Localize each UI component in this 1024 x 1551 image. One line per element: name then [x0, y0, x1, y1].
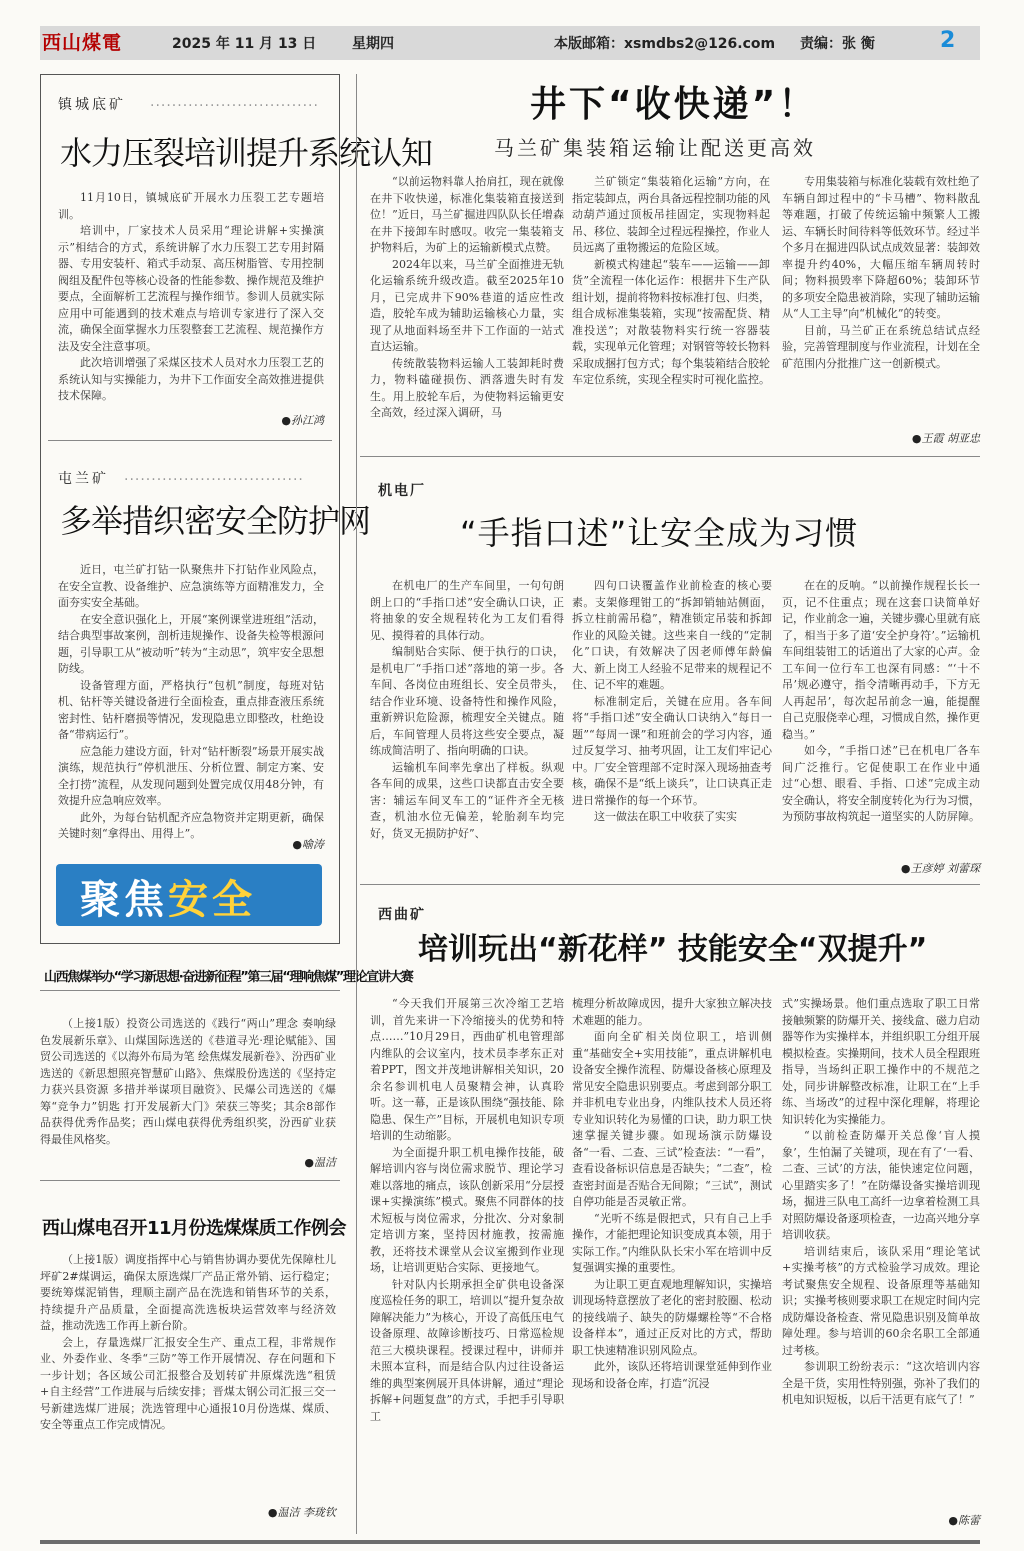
a1-title: 水力压裂培训提升系统认知: [60, 134, 433, 172]
page-footer-rule: [40, 1540, 980, 1544]
a6-para: 编制贴合实际、便于执行的口诀，是机电厂“手指口述”落地的第一步。各车间、各岗位由班组长、安全员带头，结合作业环境、设备特性和操作风险，重新辨识危险源，梳理安全关键点。随后，车间管理人员将这些安全要点，凝练成简洁明了、指向明确的口诀。: [370, 645, 564, 757]
a6-col-2: [572, 578, 772, 826]
a3-divider-bottom: [40, 1180, 340, 1181]
a7-kicker: 西曲矿: [378, 907, 426, 923]
a7-para: “今天我们开展第三次冷缩工艺培训，首先来讲一下冷缩接头的优势和特点……”10月29日，西曲矿机电管理部内维队的会议室内，技术员李孝东正对着PPT，图文并茂地讲解相关知识，20余名参训机电人员聚精会神，认真聆听。这一幕，正是该队围绕“强技能、除隐患、保生产”目标，开展机电知识专项培训的生动缩影。: [370, 997, 564, 1142]
a3-byline: ●温洁: [304, 1156, 336, 1169]
a7-para: 为全面提升职工机电操作技能，破解培训内容与岗位需求脱节、理论学习难以落地的痛点，该队创新采用“分层授课+实操演练”模式。聚焦不同群体的技术短板与岗位需求，分批次、分对象制定培训方案，坚持因材施教，按需施教，还将技术课堂从会议室搬到作业现场，让培训更贴合实际、更接地气。: [370, 1145, 564, 1274]
a4-para: （上接1版）调度指挥中心与销售协调办要优先保障杜儿坪矿2#煤调运，确保太原选煤厂产品正常外销、运行稳定；要统筹煤泥销售，理顺主副产品在洗选和销售环节的关系，持续提升产品质量，全面提高洗选板块运营效率与经济效益，推动洗选工作再上新台阶。: [40, 1253, 336, 1332]
a6-title: “手指口述”让安全成为习惯: [460, 514, 859, 552]
a3-title: 山西焦煤举办“学习新思想·奋进新征程”第三届“理响焦煤”理论宣讲大赛: [44, 970, 413, 985]
a6-para: 在机电厂的生产车间里，一句句朗朗上口的“手指口述”安全确认口诀，正将抽象的安全规程转化为工友们看得见、摸得着的具体行动。: [370, 579, 564, 642]
a1-para: 此次培训增强了采煤区技术人员对水力压裂工艺的系统认知与实操能力，为井下工作面安全高效推进提供技术保障。: [58, 356, 324, 402]
a5-subtitle: 马兰矿集装箱运输让配送更高效: [494, 136, 816, 160]
page-number: 2: [940, 28, 956, 53]
a5-col-1: [370, 174, 564, 422]
a5-para: 传统散装物料运输人工装卸耗时费力，物料磕碰损伤、洒落遗失时有发生。用上胶轮车后，为使物料运输更安全高效，经过深入调研，马: [370, 356, 564, 419]
a5-col-3: [782, 174, 980, 372]
a4-byline: ●温洁 李珑钦: [267, 1506, 336, 1519]
a5-col-2: [572, 174, 770, 389]
a5-para: 2024年以来，马兰矿全面推进无轨化运输系统升级改造。截至2025年10月，已完成井下90%巷道的适应性改造，胶轮车成为辅助运输核心力量，实现了从地面料场至井下工作面的一站式直达运输。: [370, 257, 564, 353]
a4-body: [40, 1252, 336, 1434]
a6-para: 如今，“手指口述”已在机电厂各车间广泛推行。它促使职工在作业中通过“心想、眼看、手指、口述”完成主动安全确认，将安全制度转化为行为习惯，为预防事故构筑起一道坚实的人防屏障。: [782, 744, 980, 823]
a5-para: 目前，马兰矿正在系统总结试点经验，完善管理制度与作业流程，计划在全矿范围内分批推广这一创新模式。: [782, 323, 980, 370]
a6-divider: [360, 884, 980, 885]
a5-para: 专用集装箱与标准化装载有效杜绝了车辆自卸过程中的“卡马槽”、物料散乱等难题，打破了传统运输中频繁人工搬运、车辆长时间待料等低效环节。经过半个多月在掘进四队试点成效显著：装卸效率提升约40%，大幅压缩车辆周转时间；物料损毁率下降超60%；装卸环节的多项安全隐患被消除，实现了辅助运输从“人工主导”向“机械化”的转变。: [782, 175, 980, 320]
a3-divider: [40, 990, 340, 991]
a6-col-3: [782, 578, 980, 826]
a2-kicker-rule: ·································: [124, 472, 304, 488]
page-editor: 责编：张 衡: [800, 36, 875, 52]
a7-para: 面向全矿相关岗位职工，培训侧重“基础安全+实用技能”，重点讲解机电设备安全操作流程、防爆设备核心原理及常见安全隐患识别要点。考虑到部分职工并非机电专业出身，内维队技术人员还将专业知识转化为易懂的口诀，助力职工快速掌握关键步骤。如现场演示防爆设备“一看、二查、三试”检查法：“一看”，查看设备标识信息是否缺失；“二查”，检查密封面是否贴合无间隙；“三试”，测试自停功能是否灵敏正常。: [572, 1030, 772, 1208]
a2-para: 设备管理方面，严格执行“包机”制度，每班对钻机、钻杆等关键设备进行全面检查，重点排查液压系统密封性、钻杆磨损等情况，发现隐患立即整改，杜绝设备“带病运行”。: [58, 678, 324, 741]
a5-para: “以前运物料靠人抬肩扛，现在就像在井下收快递，标准化集装箱直接送到位！”近日，马兰矿掘进四队队长任增森在井下接卸车时感叹。收完一集装箱支护物料后，为矿上的运输新模式点赞。: [370, 175, 564, 254]
a7-col-3: [782, 996, 980, 1409]
a1-para: 11月10日，镇城底矿开展水力压裂工艺专题培训。: [58, 191, 324, 221]
a1-byline: ●孙江鸿: [281, 414, 324, 427]
a2-byline: ●喻涛: [292, 838, 324, 851]
a5-divider: [360, 456, 980, 457]
a2-para: 在安全意识强化上，开展“案例课堂进班组”活动，结合典型事故案例，剖析违规操作、设备失检等根源问题，引导职工从“被动听”转为“主动思”，筑牢安全思想防线。: [58, 612, 324, 675]
a1-kicker: 镇城底矿: [58, 97, 126, 113]
a4-para: 会上，存量选煤厂汇报安全生产、重点工程，非常规作业、外委作业、冬季“三防”等工作开展情况、存在问题和下一步计划；各区域公司汇报整合及划转矿井原煤洗选“租赁+自主经营”工作进展与后续安排；晋煤太钢公司汇报三交一号新建选煤厂进展；洗选管理中心通报10月份选煤、煤质、安全等重点工作完成情况。: [40, 1335, 336, 1431]
a7-para: 式”实操场景。他们重点选取了职工日常接触频繁的防爆开关、接线盒、磁力启动器等作为实操样本，并组织职工分组开展模拟检查。实操期间，技术人员全程跟班指导，当场纠正职工操作中的不规范之处，同步讲解整改标准，让职工在“上手练、当场改”的过程中深化理解，将理论知识转化为实操能力。: [782, 997, 980, 1126]
a6-para: 这一做法在职工中收获了实实: [594, 810, 737, 823]
a5-para: 新模式构建起“装车——运输——卸货”全流程一体化运作：根据井下生产队组计划，提前将物料按标准打包、归类，组合成标准集装箱，实现“按需配货、精准投送”；对散装物料实行统一容器装载，实现单元化管理；对钢管等较长物料采取成捆打包方式；每个集装箱结合胶轮车定位系统，实现全程实时可视化监控。: [572, 257, 770, 386]
a2-para: 近日，屯兰矿打钻一队聚焦井下打钻作业风险点，在安全宣教、设备维护、应急演练等方面精准发力，全面夯实安全基础。: [58, 563, 324, 609]
column-separator: [356, 74, 357, 1534]
a5-byline: ●王霞 胡亚忠: [911, 432, 980, 445]
a6-para: 四句口诀覆盖作业前检查的核心要素。支架修理钳工的“拆卸销轴站侧面，拆立柱前需吊稳”，精准锁定吊装和拆卸作业的风险关键。这些来自一线的“定制化”口诀，有效解决了因老师傅年龄偏大、新上岗工人经验不足带来的规程记不住、记不牢的难题。: [572, 579, 772, 691]
a7-para: 培训结束后，该队采用“理论笔试+实操考核”的方式检验学习成效。理论考试聚焦安全规程、设备原理等基础知识；实操考核则要求职工在规定时间内完成防爆设备检查、常见隐患识别及简单故障处理。参与培训的60余名职工全部通过考核。: [782, 1244, 980, 1357]
focus-safety-banner: [56, 864, 322, 926]
a7-para: 为让职工更直观地理解知识，实操培训现场特意摆放了老化的密封胶圈、松动的接线端子、缺失的防爆螺栓等“不合格设备样本”，通过正反对比的方式，帮助职工快速精准识别风险点。: [572, 1277, 772, 1357]
a3-para: （上接1版）投资公司选送的《践行“两山”理念 奏响绿色发展新乐章》、山煤国际选送的《巷道寻光·理论赋能》、国贸公司选送的《以海外布局为笔 绘焦煤发展新卷》、汾西矿业选送的《新思想照亮智慧矿山路》、焦煤股份选送的《坚持定力获兴县资源 多措并举谋项目融资》、民爆公司选送的《爆筹“竞争力”钥匙 打开发展新大门》荣获三等奖；其余8部作品获得优秀作品奖；西山煤电获得优秀组织奖，汾西矿业获得最佳风格奖。: [40, 1017, 336, 1146]
a6-col-1: [370, 578, 564, 842]
a2-para: 应急能力建设方面，针对“钻杆断裂”场景开展实战演练，规范执行“停机泄压、分析位置、制定方案、安全打捞”流程，从发现问题到处置完成仅用48分钟，有效提升应急响应效率。: [58, 744, 324, 807]
a7-para: 梳理分析故障成因，提升大家独立解决技术难题的能力。: [572, 997, 772, 1027]
issue-date: 2025 年 11 月 13 日: [172, 36, 317, 52]
a7-para: 参训职工纷纷表示：“这次培训内容全是干货，实用性特别强，弥补了我们的机电知识短板，以后干活更有底气了！”: [782, 1360, 980, 1406]
a7-col-2: [572, 996, 772, 1392]
a1-body: [58, 190, 324, 405]
a7-title: 培训玩出“新花样” 技能安全“双提升”: [418, 932, 928, 967]
a1-divider: [48, 440, 332, 441]
a7-byline: ●陈蕾: [948, 1514, 980, 1527]
masthead-logo: 西山煤電: [42, 32, 123, 54]
page-email: 本版邮箱：xsmdbs2@126.com: [554, 36, 776, 52]
a7-para: “以前检查防爆开关总像‘盲人摸象’，生怕漏了关键项，现在有了‘一看、二查、三试’的方法，能快速定位问题，心里踏实多了！”在防爆设备实操培训现场，掘进三队电工高纤一边拿着检测工具对照防爆设备逐项检查，一边高兴地分享培训收获。: [782, 1129, 980, 1241]
a2-title: 多举措织密安全防护网: [60, 502, 371, 540]
issue-weekday: 星期四: [352, 36, 394, 52]
a1-kicker-rule: ·······························: [150, 98, 319, 114]
a1-para: 培训中，厂家技术人员采用“理论讲解+实操演示”相结合的方式，系统讲解了水力压裂工艺专用封隔器、专用安装杆、箱式手动泵、高压树脂管、专用控制阀组及配件包等核心设备的性能参数、操作规范及维护要点，全面解析工艺流程与操作细节。参训人员就实际应用中可能遇到的技术难点与培训专家进行了深入交流，确保全面掌握水力压裂整套工艺流程、规范操作方法及安全注意事项。: [58, 224, 324, 353]
a2-para: 此外，为每台钻机配齐应急物资并定期更新，确保关键时刻“拿得出、用得上”。: [58, 810, 324, 840]
banner-text-1: 聚焦: [80, 877, 168, 923]
a5-para: 兰矿锁定“集装箱化运输”方向，在指定装卸点，两台具备远程控制功能的风动葫芦通过顶板吊挂固定，实现物料起吊、移位、装卸全过程远程操控，作业人员远离了重物搬运的危险区域。: [572, 175, 770, 254]
a5-title: 井下“收快递”！: [530, 84, 818, 125]
banner-text-2: 安全: [168, 877, 256, 923]
a6-para: 在在的反响。“以前操作规程长长一页，记不住重点；现在这套口诀简单好记，作业前念一遍，关键步骤心里就有底了，相当于多了道‘安全护身符’。”运输机车间组装钳工的话道出了大家的心声。金工车间一位行车工也深有同感：“‘十不吊’规必遵守，指令清晰再动手，下方无人再起吊’，每次起吊前念一遍，能提醒自己克服侥幸心理，习惯成自然，操作更稳当。”: [782, 579, 980, 741]
a6-para: 标准制定后，关键在应用。各车间将“手指口述”安全确认口诀纳入“每日一题”“每周一课”和班前会的学习内容，通过反复学习、抽考巩固，让工友们牢记心中。厂安全管理部不定时深入现场抽查考核，确保不是“纸上谈兵”，让口诀真正走进日常操作的每一个环节。: [572, 694, 772, 807]
a7-col-1: [370, 996, 564, 1425]
a2-kicker: 屯兰矿: [58, 471, 109, 487]
a2-body: [58, 562, 324, 843]
a4-title: 西山煤电召开11月份选煤煤质工作例会: [42, 1218, 347, 1239]
a7-para: 此外，该队还将培训课堂延伸到作业现场和设备仓库，打造“沉浸: [572, 1360, 772, 1390]
a3-body: [40, 1016, 336, 1148]
a6-kicker: 机电厂: [378, 483, 426, 499]
a7-para: 针对队内长期承担全矿供电设备深度巡检任务的职工，培训以“提升复杂故障解决能力”为核心，开设了高低压电气设备原理、故障诊断技巧、日常巡检规范三大模块课程。授课过程中，讲师并未照本宣科，而是结合队内过往设备运维的典型案例展开具体讲解，通过“理论拆解+问题复盘”的方式，手把手引导职工: [370, 1277, 564, 1423]
a6-para: 运输机车间率先拿出了样板。纵观各车间的成果，这些口诀都直击安全要害：辅运车间叉车工的“证件齐全无核查，机油水位无偏差，轮胎刹车均完好，货叉无损防护好”、: [370, 760, 564, 840]
a7-para: “光听不练是假把式，只有自己上手操作，才能把理论知识变成真本领，用于实际工作。”内维队队长宋小军在培训中反复强调实操的重要性。: [572, 1211, 772, 1274]
a6-byline: ●王彦婷 刘蕾琛: [900, 862, 980, 875]
